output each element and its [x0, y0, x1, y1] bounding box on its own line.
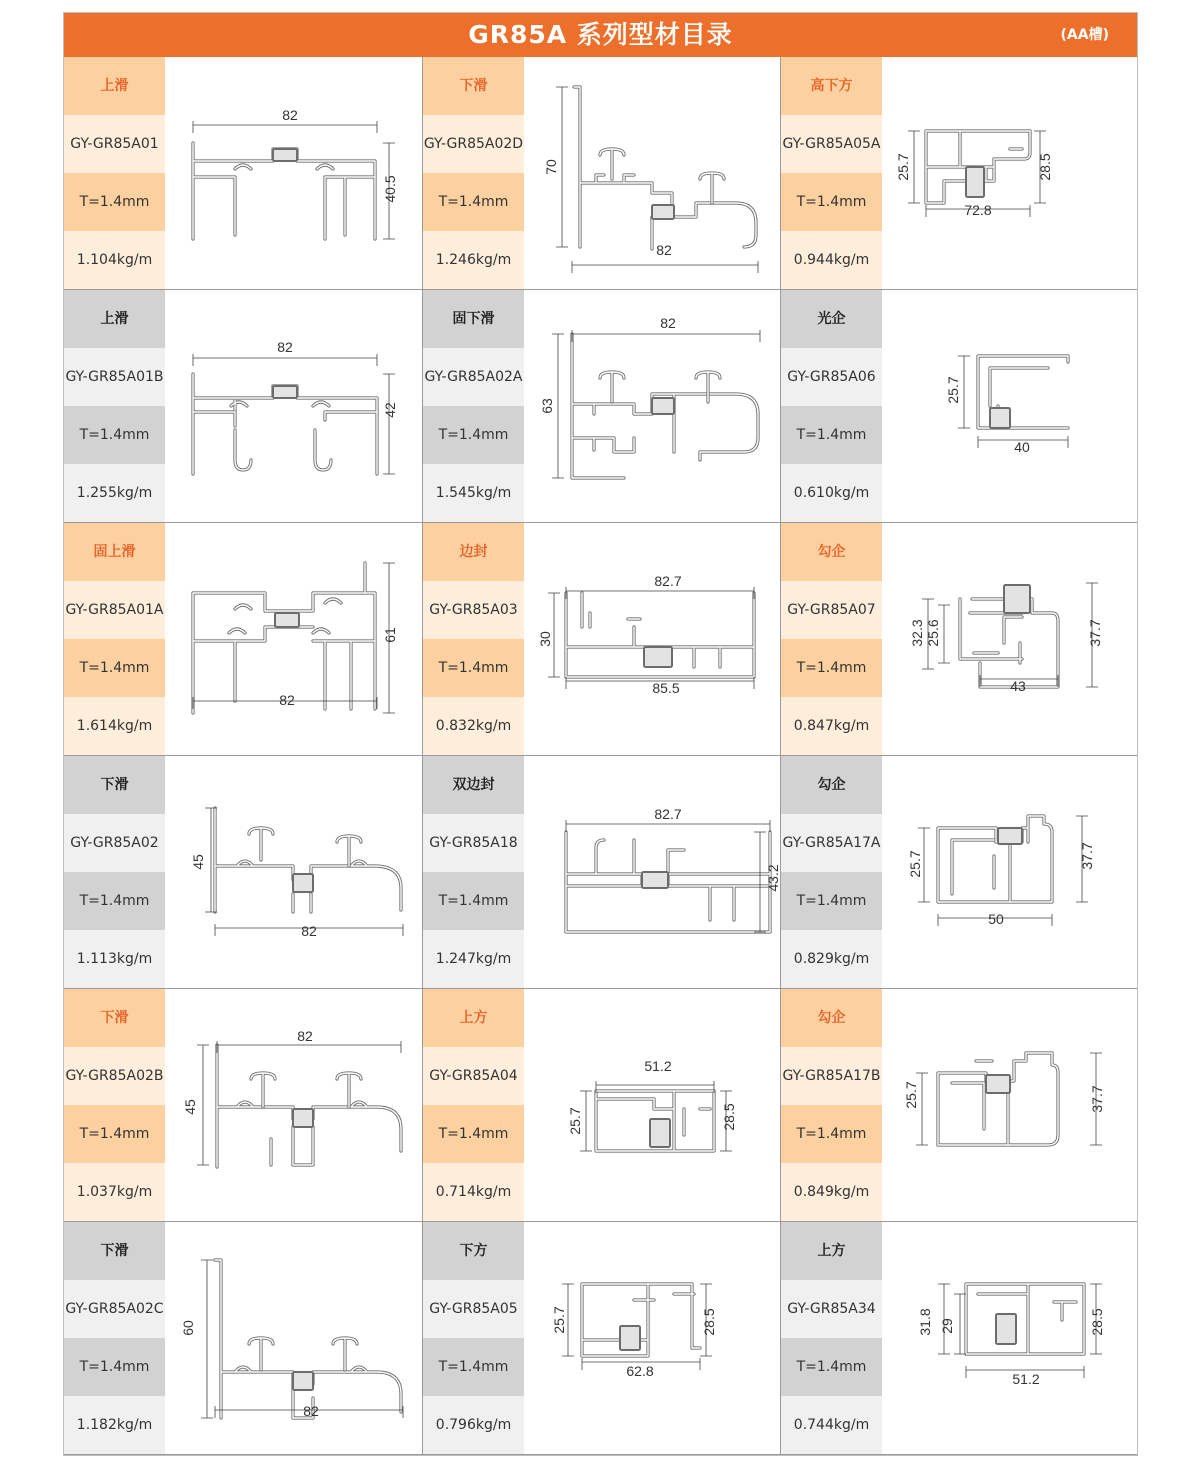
dimension-label: 25.7 — [903, 1081, 919, 1109]
profile-weight: 0.849kg/m — [781, 1163, 882, 1221]
dimension-label: 45 — [190, 854, 206, 870]
profile-weight: 1.255kg/m — [64, 464, 165, 522]
dimension-label: 60 — [180, 1320, 196, 1336]
profile-code: GY-GR85A04 — [423, 1047, 524, 1105]
section-diagram — [882, 989, 1139, 1221]
catalog-row — [64, 290, 1137, 523]
profile-thickness: T=1.4mm — [781, 1338, 882, 1396]
profile-name: 下滑 — [64, 756, 165, 814]
profile-drawing — [882, 290, 1139, 522]
profile-drawing — [165, 523, 422, 755]
profile-thickness: T=1.4mm — [781, 173, 882, 231]
profile-thickness: T=1.4mm — [423, 1338, 524, 1396]
profile-card — [780, 523, 1139, 755]
catalog-row — [64, 1222, 1137, 1455]
profile-weight: 0.944kg/m — [781, 231, 882, 289]
section-diagram — [165, 756, 422, 988]
profile-drawing — [165, 57, 422, 289]
dimension-label: 37.7 — [1089, 1085, 1105, 1113]
dimension-label: 40.5 — [382, 175, 398, 203]
dimension-label: 62.8 — [626, 1363, 654, 1379]
profile-drawing — [524, 290, 781, 522]
dimension-label: 32.3 — [909, 619, 925, 647]
profile-name: 勾企 — [781, 756, 882, 814]
dimension-label: 30 — [537, 631, 553, 647]
profile-code: GY-GR85A17A — [781, 814, 882, 872]
dimension-lines — [938, 1284, 1102, 1378]
profile-info — [781, 989, 882, 1221]
dimension-label: 25.7 — [895, 153, 911, 181]
profile-drawing — [165, 989, 422, 1221]
profile-section — [966, 1284, 1084, 1354]
profile-thickness: T=1.4mm — [423, 872, 524, 930]
profile-card — [780, 290, 1139, 522]
profile-info — [423, 1222, 524, 1454]
dimension-label: 63 — [539, 398, 555, 414]
profile-section — [926, 131, 1030, 203]
profile-card — [64, 290, 422, 522]
profile-section — [217, 1045, 401, 1167]
profile-info — [423, 57, 524, 289]
profile-info — [64, 756, 165, 988]
profile-thickness: T=1.4mm — [423, 406, 524, 464]
dimension-label: 28.5 — [701, 1308, 717, 1336]
profile-drawing — [165, 290, 422, 522]
profile-weight: 1.614kg/m — [64, 697, 165, 755]
profile-card — [780, 989, 1139, 1221]
dimension-label: 82 — [297, 1028, 313, 1044]
dimension-label: 43 — [1010, 678, 1026, 694]
section-diagram — [882, 523, 1139, 755]
dimension-label: 82 — [277, 339, 293, 355]
catalog-sheet — [63, 12, 1138, 1456]
dimension-label: 82 — [303, 1403, 319, 1419]
dimension-label: 72.8 — [964, 202, 992, 218]
profile-section — [938, 816, 1052, 902]
dimension-label: 40 — [1014, 439, 1030, 455]
profile-thickness: T=1.4mm — [423, 173, 524, 231]
profile-name: 上滑 — [64, 290, 165, 348]
dimension-lines — [205, 808, 403, 936]
profile-card — [422, 1222, 781, 1454]
profile-section — [215, 1260, 401, 1418]
profile-code: GY-GR85A05 — [423, 1280, 524, 1338]
profile-code: GY-GR85A17B — [781, 1047, 882, 1105]
profile-name: 勾企 — [781, 989, 882, 1047]
profile-name: 上方 — [423, 989, 524, 1047]
dimension-label: 51.2 — [644, 1058, 672, 1074]
profile-weight: 1.104kg/m — [64, 231, 165, 289]
section-diagram — [882, 290, 1139, 522]
profile-weight: 0.832kg/m — [423, 697, 524, 755]
dimension-lines — [958, 356, 1068, 448]
profile-name: 勾企 — [781, 523, 882, 581]
profile-weight: 1.037kg/m — [64, 1163, 165, 1221]
profile-info — [64, 290, 165, 522]
profile-thickness: T=1.4mm — [64, 1105, 165, 1163]
profile-thickness: T=1.4mm — [423, 1105, 524, 1163]
dimension-label: 82 — [279, 692, 295, 708]
profile-code: GY-GR85A02A — [423, 348, 524, 406]
profile-section — [582, 1284, 700, 1356]
profile-name: 下滑 — [423, 57, 524, 115]
section-diagram — [165, 989, 422, 1221]
profile-thickness: T=1.4mm — [64, 173, 165, 231]
profile-info — [781, 756, 882, 988]
profile-name: 上方 — [781, 1222, 882, 1280]
dimension-label: 82 — [656, 242, 672, 258]
profile-thickness: T=1.4mm — [781, 872, 882, 930]
profile-section — [572, 334, 758, 478]
profile-card — [422, 290, 781, 522]
section-diagram — [165, 290, 422, 522]
catalog-row — [64, 57, 1137, 290]
profile-thickness: T=1.4mm — [64, 872, 165, 930]
profile-card — [780, 57, 1139, 289]
profile-drawing — [165, 756, 422, 988]
profile-name: 高下方 — [781, 57, 882, 115]
profile-section — [960, 585, 1058, 687]
dimension-label: 82 — [282, 107, 298, 123]
profile-code: GY-GR85A01B — [64, 348, 165, 406]
profile-card — [64, 523, 422, 755]
profile-code: GY-GR85A02B — [64, 1047, 165, 1105]
profile-code: GY-GR85A34 — [781, 1280, 882, 1338]
profile-card — [64, 57, 422, 289]
profile-weight: 1.182kg/m — [64, 1396, 165, 1454]
profile-weight: 0.829kg/m — [781, 930, 882, 988]
dimension-label: 82.7 — [654, 806, 682, 822]
profile-card — [780, 756, 1139, 988]
dimension-lines — [201, 1260, 403, 1418]
profile-weight: 1.545kg/m — [423, 464, 524, 522]
profile-thickness: T=1.4mm — [781, 1105, 882, 1163]
catalog-header — [64, 13, 1137, 57]
profile-card — [64, 989, 422, 1221]
profile-section — [193, 563, 375, 713]
dimension-label: 28.5 — [1037, 153, 1053, 181]
profile-section — [574, 87, 756, 249]
section-diagram — [165, 523, 422, 755]
dimension-label: 37.7 — [1087, 619, 1103, 647]
profile-drawing — [165, 1222, 422, 1454]
profile-section — [566, 593, 754, 677]
dimension-label: 25.7 — [567, 1107, 583, 1135]
dimension-label: 25.7 — [945, 376, 961, 404]
profile-drawing — [524, 1222, 781, 1454]
profile-info — [423, 989, 524, 1221]
dimension-label: 70 — [543, 159, 559, 175]
profile-code: GY-GR85A01 — [64, 115, 165, 173]
section-diagram — [524, 57, 781, 289]
profile-name: 双边封 — [423, 756, 524, 814]
dimension-lines — [548, 587, 754, 689]
profile-info — [64, 989, 165, 1221]
profile-info — [781, 290, 882, 522]
profile-weight: 0.744kg/m — [781, 1396, 882, 1454]
profile-weight: 0.714kg/m — [423, 1163, 524, 1221]
dimension-label: 51.2 — [1012, 1371, 1040, 1387]
profile-code: GY-GR85A02D — [423, 115, 524, 173]
profile-info — [64, 1222, 165, 1454]
profile-thickness: T=1.4mm — [64, 639, 165, 697]
profile-name: 下滑 — [64, 1222, 165, 1280]
profile-section — [938, 1053, 1058, 1145]
profile-name: 光企 — [781, 290, 882, 348]
profile-weight: 0.847kg/m — [781, 697, 882, 755]
section-diagram — [882, 756, 1139, 988]
dimension-label: 28.5 — [1089, 1308, 1105, 1336]
profile-info — [781, 523, 882, 755]
profile-drawing — [882, 756, 1139, 988]
dimension-label: 37.7 — [1079, 842, 1095, 870]
profile-drawing — [524, 523, 781, 755]
dimension-label: 82 — [660, 315, 676, 331]
profile-name: 边封 — [423, 523, 524, 581]
profile-thickness: T=1.4mm — [64, 406, 165, 464]
section-diagram — [524, 523, 781, 755]
profile-drawing — [524, 989, 781, 1221]
profile-card — [64, 1222, 422, 1454]
dimension-label: 29 — [939, 1318, 955, 1334]
profile-code: GY-GR85A07 — [781, 581, 882, 639]
profile-card — [64, 756, 422, 988]
dimension-label: 45 — [182, 1099, 198, 1115]
profile-code: GY-GR85A05A — [781, 115, 882, 173]
profile-info — [423, 756, 524, 988]
dimension-label: 28.5 — [721, 1103, 737, 1131]
profile-info — [423, 523, 524, 755]
profile-weight: 0.796kg/m — [423, 1396, 524, 1454]
profile-section — [978, 356, 1068, 428]
profile-info — [781, 1222, 882, 1454]
profile-code: GY-GR85A06 — [781, 348, 882, 406]
profile-thickness: T=1.4mm — [781, 639, 882, 697]
section-diagram — [524, 290, 781, 522]
profile-code: GY-GR85A02 — [64, 814, 165, 872]
dimension-label: 43.2 — [765, 864, 781, 892]
section-diagram — [524, 989, 781, 1221]
profile-thickness: T=1.4mm — [781, 406, 882, 464]
profile-grid — [64, 57, 1137, 1456]
profile-thickness: T=1.4mm — [64, 1338, 165, 1396]
dimension-label: 42 — [382, 402, 398, 418]
catalog-row — [64, 756, 1137, 989]
profile-name: 下方 — [423, 1222, 524, 1280]
dimension-lines — [193, 121, 395, 239]
profile-name: 下滑 — [64, 989, 165, 1047]
profile-card — [422, 756, 781, 988]
profile-drawing — [882, 57, 1139, 289]
profile-weight: 1.247kg/m — [423, 930, 524, 988]
profile-card — [422, 523, 781, 755]
section-diagram — [524, 1222, 781, 1454]
dimension-lines — [197, 1041, 401, 1165]
profile-card — [422, 989, 781, 1221]
profile-section — [596, 1091, 714, 1151]
profile-name: 固下滑 — [423, 290, 524, 348]
profile-code: GY-GR85A01A — [64, 581, 165, 639]
profile-section — [193, 143, 375, 239]
dimension-label: 82.7 — [654, 573, 682, 589]
profile-weight: 1.113kg/m — [64, 930, 165, 988]
profile-code: GY-GR85A02C — [64, 1280, 165, 1338]
profile-drawing — [882, 523, 1139, 755]
profile-name: 上滑 — [64, 57, 165, 115]
profile-section — [193, 374, 377, 474]
profile-code: GY-GR85A03 — [423, 581, 524, 639]
profile-drawing — [882, 1222, 1139, 1454]
profile-card — [780, 1222, 1139, 1454]
profile-drawing — [882, 989, 1139, 1221]
profile-info — [64, 523, 165, 755]
profile-name: 固上滑 — [64, 523, 165, 581]
catalog-row — [64, 523, 1137, 756]
profile-section — [215, 808, 401, 912]
profile-drawing — [524, 57, 781, 289]
dimension-label: 61 — [382, 627, 398, 643]
profile-weight: 0.610kg/m — [781, 464, 882, 522]
section-diagram — [165, 1222, 422, 1454]
profile-info — [781, 57, 882, 289]
section-diagram — [165, 57, 422, 289]
profile-thickness: T=1.4mm — [423, 639, 524, 697]
section-diagram — [882, 57, 1139, 289]
dimension-label: 31.8 — [917, 1308, 933, 1336]
profile-weight: 1.246kg/m — [423, 231, 524, 289]
dimension-label: 82 — [301, 923, 317, 939]
profile-info — [64, 57, 165, 289]
profile-info — [423, 290, 524, 522]
page-subtitle: (AA槽) — [1060, 27, 1109, 43]
page-title: GR85A 系列型材目录 — [468, 20, 733, 49]
profile-section — [566, 832, 770, 932]
section-diagram — [524, 756, 781, 988]
dimension-label: 25.6 — [925, 619, 941, 647]
dimension-label: 85.5 — [652, 680, 680, 696]
dimension-lines — [193, 354, 395, 474]
dimension-label: 25.7 — [907, 850, 923, 878]
section-diagram — [882, 1222, 1139, 1454]
profile-drawing — [524, 756, 781, 988]
profile-card — [422, 57, 781, 289]
profile-code: GY-GR85A18 — [423, 814, 524, 872]
dimension-label: 50 — [988, 911, 1004, 927]
catalog-row — [64, 989, 1137, 1222]
dimension-label: 25.7 — [551, 1306, 567, 1334]
